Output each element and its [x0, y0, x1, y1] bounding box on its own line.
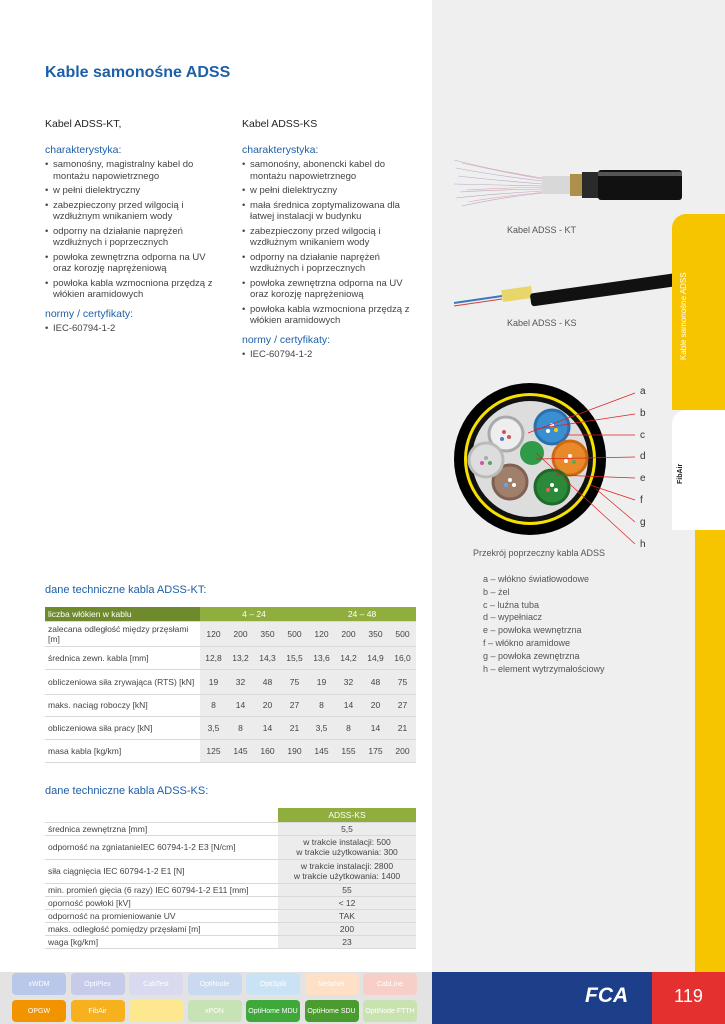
kt-table-title: dane techniczne kabla ADSS-KT:	[45, 584, 207, 596]
table-row	[45, 822, 416, 835]
table-cell: 8	[335, 716, 362, 739]
category-tab[interactable]: xWDM	[12, 973, 66, 995]
cell-line: w trakcie instalacji: 2800	[300, 861, 394, 871]
ks-table-title: dane techniczne kabla ADSS-KS:	[45, 785, 209, 797]
category-tab[interactable]: MetaNet	[305, 973, 359, 995]
letter-label: f	[640, 495, 643, 506]
table-cell: 15,5	[281, 646, 308, 669]
list-item: • samonośny, abonencki kabel do montażu napowietrznego	[242, 159, 422, 182]
kt-table	[45, 607, 416, 763]
list-item: • powłoka zewnętrzna odporna na UV oraz korozję naprężeniową	[45, 252, 225, 275]
table-cell: 48	[254, 669, 281, 694]
cell-line: w trakcie instalacji: 500	[303, 837, 391, 847]
cell-line: 5,5	[341, 823, 353, 834]
row-label: odporność na zgniatanieIEC 60794-1-2 E3 [N/cm]	[45, 835, 278, 859]
table-cell: 21	[281, 716, 308, 739]
list-item: • w pełni dielektryczny	[45, 185, 225, 197]
table-cell: 200	[389, 739, 416, 762]
table-cell: 14	[335, 694, 362, 716]
cell-line: w trakcie użytkowania: 300	[296, 847, 398, 857]
table-row	[45, 909, 416, 922]
category-tab[interactable]: OptiSplit	[246, 973, 300, 995]
list-item: • IEC-60794-1-2	[242, 349, 422, 361]
cell-line: w trakcie użytkowania: 1400	[293, 871, 401, 881]
category-tab[interactable]: CabTest	[129, 973, 183, 995]
table-cell: 500	[281, 621, 308, 646]
row-label: obliczeniowa siła zrywająca (RTS) [kN]	[45, 669, 200, 694]
list-item: • odporny na działanie naprężeń wzdłużnych i poprzecznych	[45, 226, 225, 249]
table-cell	[278, 835, 416, 859]
table-header	[45, 808, 416, 822]
category-tab[interactable]: OptiNode	[188, 973, 242, 995]
list-item: • w pełni dielektryczny	[242, 185, 422, 197]
letter-label: h	[640, 539, 646, 550]
legend-item: a – włókno światłowodowe	[483, 574, 590, 584]
table-row	[45, 669, 416, 694]
legend-item: f – włókno aramidowe	[483, 637, 571, 648]
ks-norms-label: normy / certyfikaty:	[242, 333, 331, 346]
table-row	[45, 859, 416, 883]
category-tab[interactable]	[129, 1000, 183, 1022]
table-cell: 14,3	[254, 646, 281, 669]
kt-norms-label: normy / certyfikaty:	[45, 307, 134, 320]
row-label: maks. odległość pomiędzy przęsłami [m]	[45, 922, 278, 935]
legend-item: g – powłoka zewnętrzna	[483, 650, 580, 661]
table-cell: 200	[335, 621, 362, 646]
table-cell: 14,2	[335, 646, 362, 669]
table-cell: 14,9	[362, 646, 389, 669]
letter-label: d	[640, 451, 646, 462]
kt-features	[45, 159, 225, 301]
table-cell: 125	[200, 739, 227, 762]
table-cell: 8	[227, 716, 254, 739]
table-row	[45, 621, 416, 646]
ks-features-label: charakterystyka:	[242, 143, 319, 156]
row-label: średnica zewnętrzna [mm]	[45, 822, 278, 835]
legend-item: h – element wytrzymałościowy	[483, 663, 605, 674]
table-cell: 12,8	[200, 646, 227, 669]
letter-label: a	[640, 386, 646, 397]
ks-table	[45, 808, 416, 949]
table-cell: 200	[227, 621, 254, 646]
table-cell: 48	[362, 669, 389, 694]
table-row	[45, 896, 416, 909]
kt-description	[45, 119, 225, 343]
table-cell: 13,6	[308, 646, 335, 669]
caption-ks: Kabel ADSS - KS	[507, 318, 577, 328]
table-cell: 190	[281, 739, 308, 762]
list-item: • powłoka kabla wzmocniona przędzą z włókien aramidowych	[242, 304, 422, 327]
header-cell: 4 – 24	[200, 607, 308, 621]
table-cell: 27	[389, 694, 416, 716]
table-cell	[278, 935, 416, 948]
header-cell	[45, 808, 278, 822]
table-row	[45, 694, 416, 716]
cable-ks-image	[454, 272, 682, 306]
row-label: masa kabla [kg/km]	[45, 739, 200, 762]
page-number: 119	[674, 986, 703, 1006]
table-cell: 8	[200, 694, 227, 716]
table-row	[45, 935, 416, 948]
ks-description	[242, 119, 422, 369]
legend-item: c – luźna tuba	[483, 599, 540, 610]
table-cell: 13,2	[227, 646, 254, 669]
legend-item: e – powłoka wewnętrzna	[483, 625, 582, 636]
ks-norms	[242, 349, 422, 361]
section-tab-label: Kable samonośne ADSS	[679, 272, 688, 360]
fca-logo: FCA	[585, 984, 629, 1007]
header-cell: liczba włókien w kablu	[45, 607, 200, 621]
table-cell: 120	[200, 621, 227, 646]
table-cell: 14	[227, 694, 254, 716]
table-cell: 160	[254, 739, 281, 762]
row-label: waga [kg/km]	[45, 935, 278, 948]
legend	[483, 573, 605, 675]
table-cell: 32	[227, 669, 254, 694]
table-cell	[278, 909, 416, 922]
row-label: średnica zewn. kabla [mm]	[45, 646, 200, 669]
category-tab[interactable]: FibAir	[71, 1000, 125, 1022]
table-cell: 19	[308, 669, 335, 694]
table-cell: 16,0	[389, 646, 416, 669]
category-tab[interactable]: OptiHome MDU	[246, 1000, 300, 1022]
row-label: maks. naciąg roboczy [kN]	[45, 694, 200, 716]
letter-label: c	[640, 430, 645, 441]
table-cell: 20	[254, 694, 281, 716]
caption-cross-section: Przekrój poprzeczny kabla ADSS	[473, 548, 606, 558]
list-item: • odporny na działanie naprężeń wzdłużnych i poprzecznych	[242, 252, 422, 275]
table-cell: 145	[308, 739, 335, 762]
table-cell	[278, 883, 416, 896]
kt-norms	[45, 323, 225, 335]
cell-line: 23	[342, 936, 352, 947]
table-cell: 145	[227, 739, 254, 762]
table-cell: 75	[389, 669, 416, 694]
list-item: • powłoka kabla wzmocniona przędzą z włókien aramidowych	[45, 278, 225, 301]
table-cell	[278, 896, 416, 909]
list-item: • mała średnica zoptymalizowana dla łatwej instalacji w budynku	[242, 200, 422, 223]
table-cell: 120	[308, 621, 335, 646]
category-tab[interactable]: xPON	[188, 1000, 242, 1022]
table-cell	[278, 922, 416, 935]
table-cell: 20	[362, 694, 389, 716]
row-label: odporność na promieniowanie UV	[45, 909, 278, 922]
table-cell: 32	[335, 669, 362, 694]
brand-tab-label: FibAir	[677, 463, 684, 484]
table-cell: 14	[362, 716, 389, 739]
row-label: min. promień gięcia (6 razy) IEC 60794-1-2 E11 [mm]	[45, 883, 278, 896]
category-tab[interactable]: OptiHome SDU	[305, 1000, 359, 1022]
table-row	[45, 646, 416, 669]
table-cell: 350	[362, 621, 389, 646]
legend-item: d – wypełniacz	[483, 612, 543, 623]
table-cell: 19	[200, 669, 227, 694]
category-tab[interactable]: OptiPlex	[71, 973, 125, 995]
header-cell: ADSS-KS	[278, 808, 416, 822]
category-tab[interactable]: OPGW	[12, 1000, 66, 1022]
list-item: • zabezpieczony przed wilgocią i wzdłużnym wnikaniem wody	[45, 200, 225, 223]
table-cell: 75	[281, 669, 308, 694]
table-row	[45, 883, 416, 896]
table-cell: 350	[254, 621, 281, 646]
table-cell	[278, 859, 416, 883]
table-row	[45, 739, 416, 762]
letter-label: e	[640, 473, 646, 484]
cell-line: < 12	[338, 897, 356, 908]
category-tab[interactable]: CabLine	[363, 973, 417, 995]
table-cell: 3,5	[200, 716, 227, 739]
letter-label: b	[640, 408, 646, 419]
table-cell: 14	[254, 716, 281, 739]
table-cell: 27	[281, 694, 308, 716]
list-item: • powłoka zewnętrzna odporna na UV oraz korozję naprężeniową	[242, 278, 422, 301]
table-cell: 3,5	[308, 716, 335, 739]
ks-name: Kabel ADSS-KS	[242, 118, 318, 130]
letter-label: g	[640, 517, 646, 528]
table-cell: 21	[389, 716, 416, 739]
table-cell: 500	[389, 621, 416, 646]
list-item: • IEC-60794-1-2	[45, 323, 225, 335]
cell-line: 200	[339, 923, 355, 934]
row-label: obliczeniowa siła pracy [kN]	[45, 716, 200, 739]
header-cell: 24 – 48	[308, 607, 416, 621]
ks-features	[242, 159, 422, 327]
list-item: • zabezpieczony przed wilgocią i wzdłużnym wnikaniem wody	[242, 226, 422, 249]
table-cell: 155	[335, 739, 362, 762]
cell-line: TAK	[339, 910, 355, 921]
kt-features-label: charakterystyka:	[45, 143, 122, 156]
table-cell	[278, 822, 416, 835]
table-row	[45, 835, 416, 859]
page-title: Kable samonośne ADSS	[45, 64, 231, 81]
row-label: zalecana odległość między przęsłami [m]	[45, 621, 200, 646]
kt-name: Kabel ADSS-KT,	[45, 118, 122, 130]
table-row	[45, 716, 416, 739]
list-item: • samonośny, magistralny kabel do montażu napowietrznego	[45, 159, 225, 182]
cell-line: 55	[342, 884, 352, 895]
category-tabs	[0, 972, 432, 1024]
table-row	[45, 922, 416, 935]
cable-cross-section	[454, 383, 635, 544]
table-cell: 175	[362, 739, 389, 762]
caption-kt: Kabel ADSS - KT	[507, 225, 577, 235]
table-cell: 8	[308, 694, 335, 716]
row-label: oporność powłoki [kV]	[45, 896, 278, 909]
cable-kt-image	[454, 160, 682, 206]
row-label: siła ciągnięcia IEC 60794-1-2 E1 [N]	[45, 859, 278, 883]
category-tab[interactable]: OptiNode FTTH	[363, 1000, 417, 1022]
legend-item: b – żel	[483, 586, 510, 597]
table-header	[45, 607, 416, 621]
